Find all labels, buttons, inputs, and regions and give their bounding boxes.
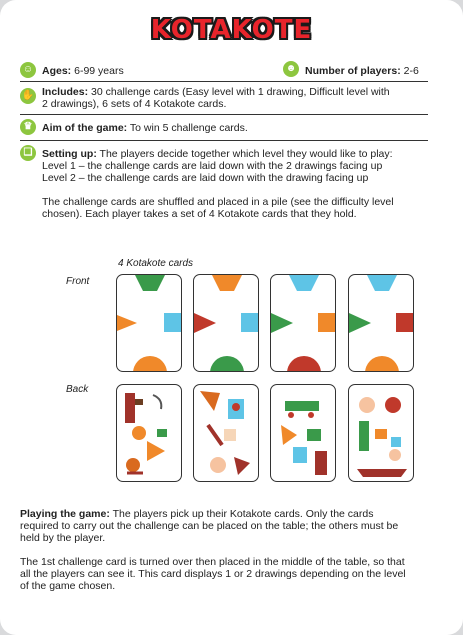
playing-para-1: The 1st challenge card is turned over then placed in the middle of the table, so that [20, 556, 405, 568]
aim-value: To win 5 challenge cards. [127, 122, 248, 134]
cards-icon: ❑ [20, 145, 36, 161]
hand-icon: ✋ [20, 88, 36, 104]
playing-section [20, 508, 446, 592]
playing-para-2: all the players can see it. This card displays 1 or 2 drawings depending on the level [20, 568, 406, 580]
aim-row [20, 122, 446, 134]
ages-value: 6-99 years [71, 65, 124, 77]
back-card-1 [116, 384, 182, 482]
players-icon: ☻ [283, 61, 299, 77]
trophy-icon: ♛ [20, 119, 36, 135]
players-row [305, 65, 445, 77]
playing-line-2: required to carry out the challenge can be placed on the table; the others must be [20, 520, 399, 532]
back-label: Back [66, 384, 89, 395]
ages-label: Ages: [42, 65, 72, 77]
players-label: Number of players: [305, 65, 401, 77]
back-card-2 [193, 384, 259, 482]
playing-label: Playing the game: [20, 508, 110, 520]
front-card-1 [116, 274, 182, 372]
back-card-4 [348, 384, 414, 482]
includes-line-2: 2 drawings), 6 sets of 4 Kotakote cards. [42, 98, 227, 110]
setup-line-3: Level 2 – the challenge cards are laid down with the drawing facing up [42, 172, 369, 184]
child-face-icon: ☺ [20, 62, 36, 78]
back-card-3 [270, 384, 336, 482]
playing-line-1: The players pick up their Kotakote cards. Only the cards [109, 508, 374, 520]
setup-line-2: Level 1 – the challenge cards are laid down with the 2 drawings facing up [42, 160, 383, 172]
playing-line-3: held by the player. [20, 532, 106, 544]
players-value: 2-6 [400, 65, 419, 77]
figure-caption: 4 Kotakote cards [118, 258, 194, 269]
includes-row [20, 86, 446, 110]
divider [20, 81, 428, 82]
setup-para-1: The challenge cards are shuffled and placed in a pile (see the difficulty level [42, 196, 394, 208]
setup-line-1: The players decide together which level they would like to play: [96, 148, 393, 160]
includes-line-1: 30 challenge cards (Easy level with 1 drawing, Difficult level with [88, 86, 390, 98]
front-card-3 [270, 274, 336, 372]
front-card-4 [348, 274, 414, 372]
aim-label: Aim of the game: [42, 122, 128, 134]
game-title: KOTAKOTE [150, 15, 313, 45]
setup-label: Setting up: [42, 148, 97, 160]
front-card-2 [193, 274, 259, 372]
setup-para-2: chosen). Each player takes a set of 4 Kotakote cards that they hold. [42, 208, 357, 220]
setup-row [20, 148, 446, 220]
divider [20, 140, 428, 141]
divider [20, 114, 428, 115]
includes-label: Includes: [42, 86, 89, 98]
front-label: Front [66, 276, 90, 287]
playing-para-3: of the game chosen. [20, 580, 116, 592]
